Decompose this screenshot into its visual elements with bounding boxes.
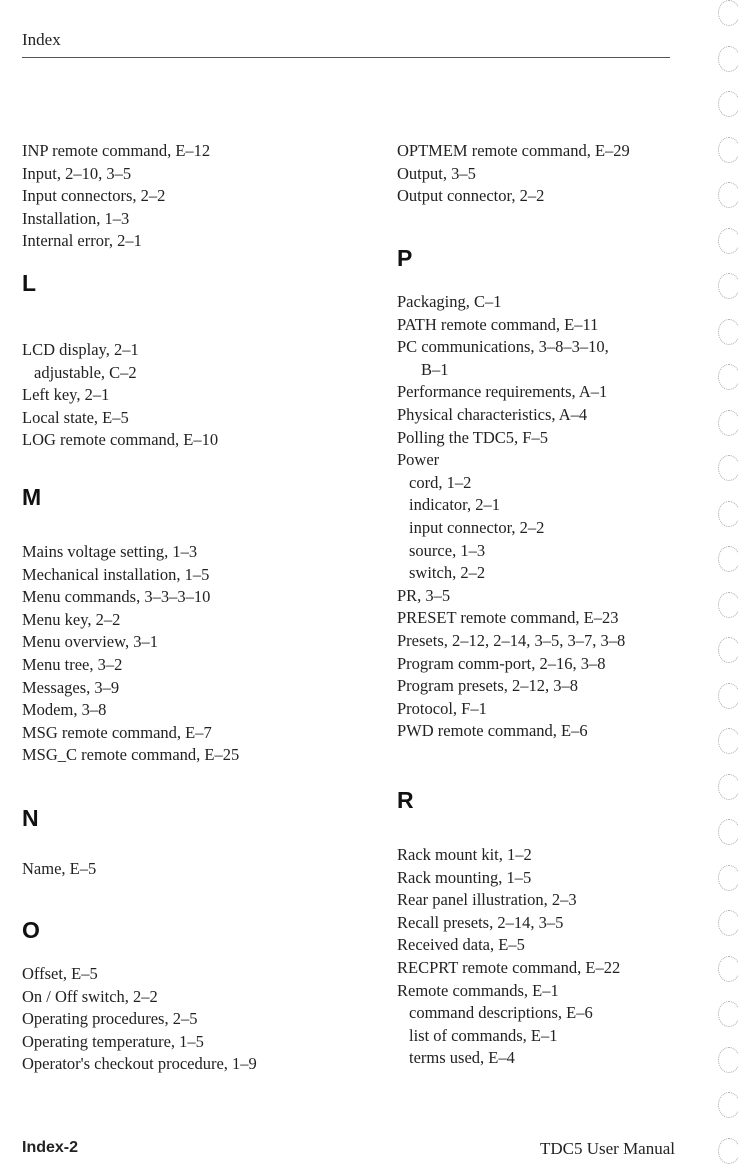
index-entry: Received data, E–5 [397, 935, 525, 955]
index-subentry: indicator, 2–1 [409, 495, 500, 515]
index-entry: MSG_C remote command, E–25 [22, 745, 240, 765]
index-subentry: input connector, 2–2 [409, 517, 545, 537]
binder-hole-icon [718, 364, 738, 390]
index-entry-group [22, 541, 239, 767]
index-entry: Presets, 2–12, 2–14, 3–5, 3–7, 3–8 [397, 630, 626, 650]
index-entry: Operating procedures, 2–5 [22, 1009, 198, 1029]
index-entry: PC communications, 3–8–3–10, [397, 337, 609, 357]
index-entry-group [397, 140, 630, 208]
index-entry: LOG remote command, E–10 [22, 430, 219, 450]
binder-hole-icon [718, 1001, 738, 1027]
index-entry: Protocol, F–1 [397, 698, 487, 718]
index-entry-group [397, 291, 625, 743]
binder-hole-icon [718, 0, 738, 26]
section-letter-heading: R [397, 787, 414, 813]
index-entry: Rear panel illustration, 2–3 [397, 890, 577, 910]
index-entry: Offset, E–5 [22, 964, 98, 983]
binder-hole-icon [718, 46, 738, 72]
binder-hole-icon [718, 182, 738, 208]
index-entry: Operator's checkout procedure, 1–9 [22, 1054, 257, 1074]
index-entry: INP remote command, E–12 [22, 141, 211, 160]
binder-hole-icon [718, 728, 738, 754]
index-entry: Left key, 2–1 [22, 385, 110, 405]
index-entry: PWD remote command, E–6 [397, 721, 588, 741]
index-entry: Installation, 1–3 [22, 208, 130, 228]
index-entry: Power [397, 450, 440, 470]
index-entry: Input, 2–10, 3–5 [22, 163, 132, 183]
index-entry: PATH remote command, E–11 [397, 314, 599, 334]
section-letter-heading: O [22, 917, 40, 943]
section-letter-heading: M [22, 484, 42, 510]
binder-hole-icon [718, 501, 738, 527]
binder-hole-icon [718, 683, 738, 709]
index-entry-group [397, 844, 620, 1070]
index-entry: Polling the TDC5, F–5 [397, 427, 548, 447]
index-entry-group [22, 963, 257, 1076]
index-entry: Program comm-port, 2–16, 3–8 [397, 653, 606, 673]
binder-hole-icon [718, 819, 738, 845]
index-entry: On / Off switch, 2–2 [22, 986, 158, 1006]
index-entry: B–1 [421, 359, 449, 379]
index-entry-group [22, 140, 210, 253]
binder-hole-icon [718, 91, 738, 117]
index-entry: OPTMEM remote command, E–29 [397, 141, 630, 160]
index-entry: Output, 3–5 [397, 163, 476, 183]
binder-hole-icon [718, 137, 738, 163]
index-subentry: adjustable, C–2 [34, 362, 137, 382]
index-entry: Rack mounting, 1–5 [397, 867, 532, 887]
index-entry: Messages, 3–9 [22, 677, 120, 697]
index-entry: Physical characteristics, A–4 [397, 404, 588, 424]
index-entry-group [22, 858, 96, 881]
index-subentry: switch, 2–2 [409, 563, 486, 583]
binder-hole-icon [718, 228, 738, 254]
binder-hole-icon [718, 1138, 738, 1164]
index-entry: Packaging, C–1 [397, 292, 502, 311]
index-entry: Menu commands, 3–3–3–10 [22, 587, 211, 607]
manual-title: TDC5 User Manual [539, 1139, 675, 1158]
index-subentry: source, 1–3 [409, 540, 486, 560]
index-entry: Operating temperature, 1–5 [22, 1031, 204, 1051]
running-header: Index [22, 30, 61, 49]
binder-hole-icon [718, 910, 738, 936]
index-entry: LCD display, 2–1 [22, 340, 139, 359]
index-entry: Local state, E–5 [22, 407, 129, 427]
index-entry: Modem, 3–8 [22, 700, 107, 720]
index-entry: Mechanical installation, 1–5 [22, 564, 210, 584]
index-entry: Rack mount kit, 1–2 [397, 845, 532, 864]
index-entry: Internal error, 2–1 [22, 231, 142, 251]
index-entry: Menu key, 2–2 [22, 609, 121, 629]
binder-hole-icon [718, 637, 738, 663]
binder-hole-icon [718, 1047, 738, 1073]
index-entry: Input connectors, 2–2 [22, 186, 166, 206]
section-letter-heading: P [397, 245, 413, 271]
binder-hole-icon [718, 546, 738, 572]
index-entry: Program presets, 2–12, 3–8 [397, 676, 579, 696]
section-letter-heading: L [22, 270, 37, 296]
binder-hole-icon [718, 410, 738, 436]
index-entry: Remote commands, E–1 [397, 980, 559, 1000]
index-entry: PRESET remote command, E–23 [397, 608, 619, 628]
page-number: Index-2 [22, 1139, 79, 1156]
index-subentry: command descriptions, E–6 [409, 1003, 593, 1023]
index-entry: Name, E–5 [22, 859, 97, 878]
index-entry: RECPRT remote command, E–22 [397, 957, 621, 977]
index-entry: Output connector, 2–2 [397, 186, 545, 206]
index-entry: Menu overview, 3–1 [22, 632, 158, 652]
binder-hole-icon [718, 956, 738, 982]
binder-hole-icon [718, 1092, 738, 1118]
index-subentry: cord, 1–2 [409, 472, 472, 492]
index-entry: Menu tree, 3–2 [22, 654, 123, 674]
header-rule [22, 57, 670, 58]
section-letter-heading: N [22, 805, 39, 831]
binder-hole-icon [718, 273, 738, 299]
index-subentry: list of commands, E–1 [409, 1025, 558, 1045]
binder-hole-icon [718, 865, 738, 891]
index-entry: Mains voltage setting, 1–3 [22, 542, 198, 561]
index-subentry: terms used, E–4 [409, 1048, 515, 1068]
index-entry: Performance requirements, A–1 [397, 382, 608, 402]
binder-hole-icon [718, 774, 738, 800]
index-entry: Recall presets, 2–14, 3–5 [397, 912, 564, 932]
index-entry: PR, 3–5 [397, 585, 451, 605]
binder-hole-icon [718, 592, 738, 618]
index-entry-group [22, 339, 218, 452]
binder-hole-icon [718, 455, 738, 481]
binder-hole-icon [718, 319, 738, 345]
index-entry: MSG remote command, E–7 [22, 722, 212, 742]
